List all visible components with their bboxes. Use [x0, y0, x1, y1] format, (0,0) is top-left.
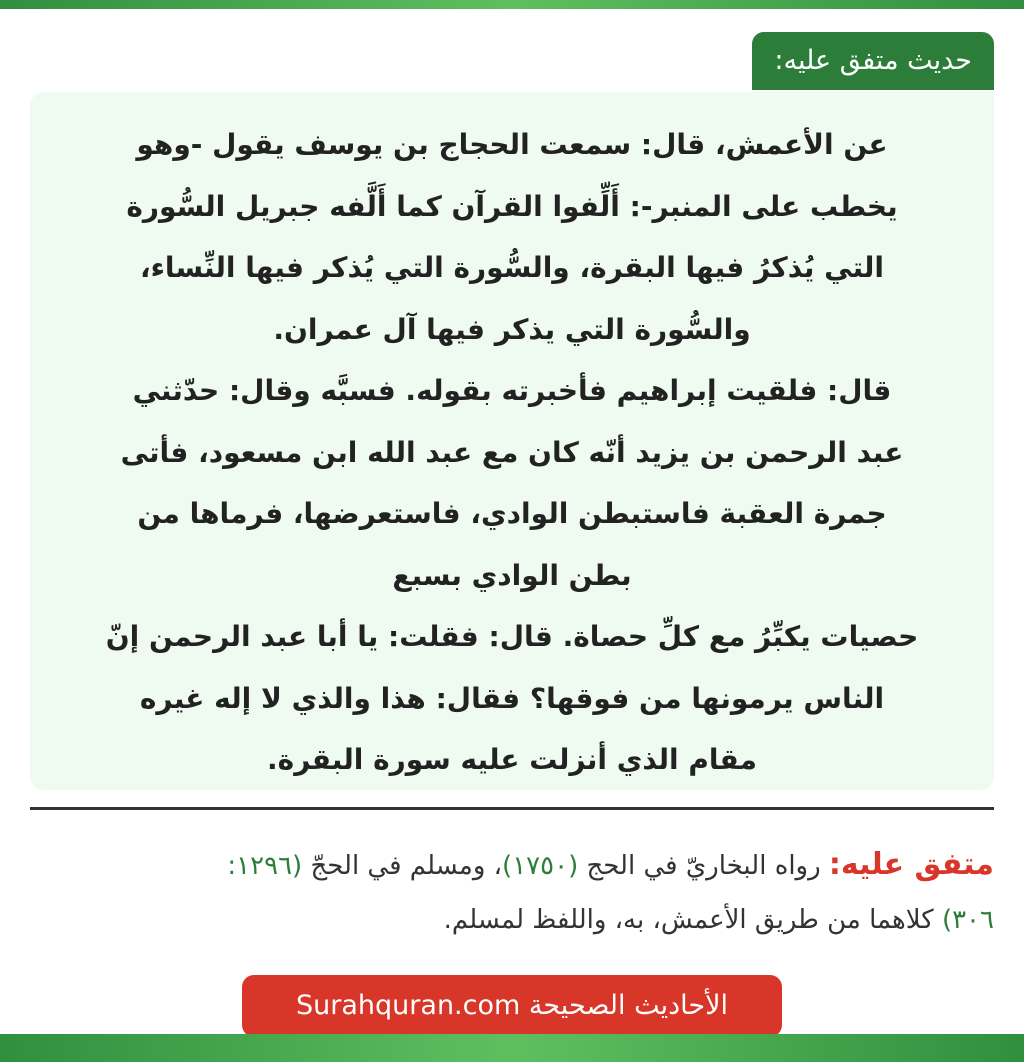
source-text: ، ومسلم في الحجّ — [310, 851, 503, 881]
top-accent-bar — [0, 0, 1024, 9]
section-divider — [30, 807, 994, 810]
hadith-line: مقام الذي أنزلت عليه سورة البقرة. — [267, 743, 757, 776]
hadith-type-label: حديث متفق عليه: — [752, 32, 994, 90]
hadith-line: حصيات يكبِّرُ مع كلِّ حصاة. قال: فقلت: يا أبا عبد الرحمن إنّ — [105, 620, 919, 653]
hadith-line: والسُّورة التي يذكر فيها آل عمران. — [273, 312, 751, 346]
hadith-line: عبد الرحمن بن يزيد أنّه كان مع عبد الله ابن مسعود، فأتى — [120, 435, 904, 469]
source-citation — [30, 838, 994, 947]
hadith-line: عن الأعمش، قال: سمعت الحجاج بن يوسف يقول -وهو — [136, 128, 888, 161]
hadith-line: قال: فلقيت إبراهيم فأخبرته بقوله. فسبَّه وقال: حدّثني — [132, 374, 892, 407]
hadith-line: التي يُذكرُ فيها البقرة، والسُّورة التي يُذكر فيها النِّساء، — [139, 251, 884, 284]
reference-number: (١٧٥٠) — [502, 851, 579, 881]
reference-number: ٣٠٦) — [941, 905, 994, 935]
hadith-line: جمرة العقبة فاستبطن الوادي، فاستعرضها، فرماها من — [137, 497, 887, 530]
source-text: رواه البخاريّ في الحج — [586, 851, 821, 881]
hadith-line: بطن الوادي بسبع — [392, 558, 632, 592]
bottom-accent-bar — [0, 1034, 1024, 1062]
source-label: متفق عليه: — [828, 847, 994, 882]
hadith-text-box — [30, 92, 994, 790]
source-text: كلاهما من طريق الأعمش، به، واللفظ لمسلم. — [443, 905, 934, 935]
source-line-1 — [30, 838, 994, 893]
source-line-2 — [30, 893, 994, 947]
reference-number: (١٢٩٦: — [227, 851, 303, 881]
hadith-line: يخطب على المنبر-: أَلِّفوا القرآن كما أَلَّفه جبريل السُّورة — [126, 189, 898, 223]
hadith-line: الناس يرمونها من فوقها؟ فقال: هذا والذي لا إله غيره — [139, 681, 885, 715]
site-brand-badge[interactable]: الأحاديث الصحيحة Surahquran.com — [242, 975, 782, 1037]
